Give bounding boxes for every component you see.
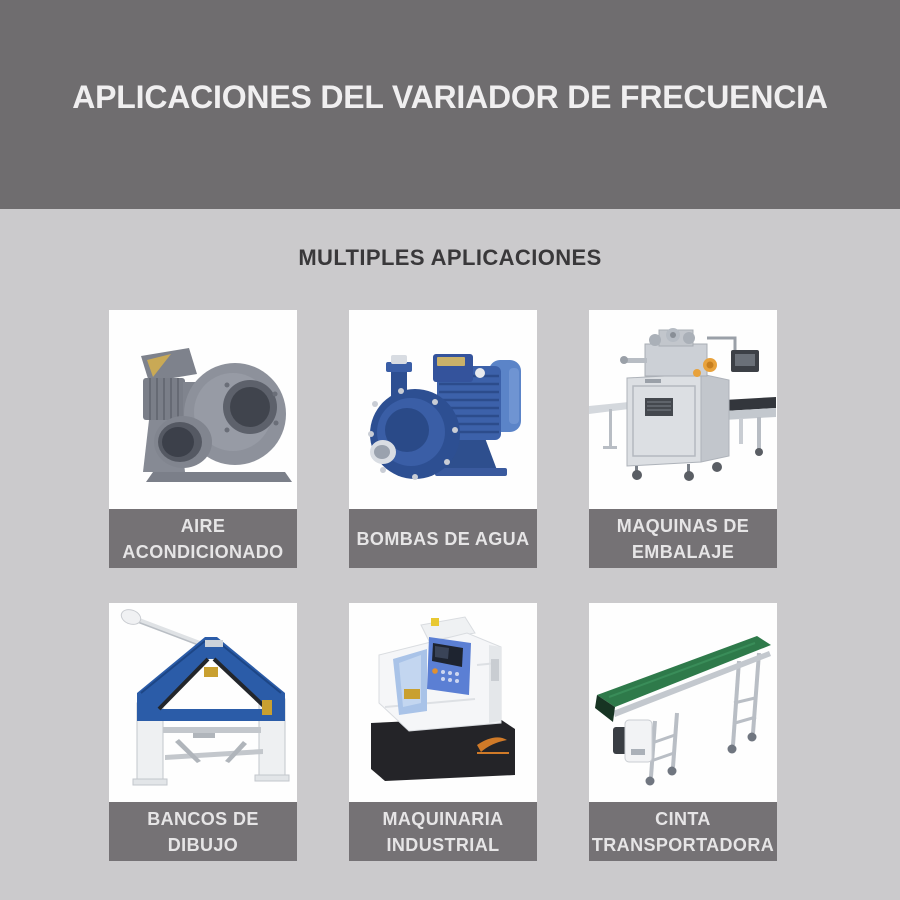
cnc-machine-illustration xyxy=(349,603,537,802)
page-title: APLICACIONES DEL VARIADOR DE FRECUENCIA xyxy=(72,79,828,115)
card-caption: AIRE ACONDICIONADO xyxy=(109,509,297,568)
card-bancos-de-dibujo xyxy=(109,603,297,861)
blue-gable-frame xyxy=(137,637,285,721)
card-cinta-transportadora xyxy=(589,603,777,861)
feed-rod xyxy=(119,607,209,649)
cnc-window xyxy=(393,649,427,715)
header-band xyxy=(0,0,900,209)
card-caption: BOMBAS DE AGUA xyxy=(349,509,537,568)
card-maquinas-de-embalaje xyxy=(589,310,777,568)
conveyor-belt-illustration xyxy=(589,603,777,802)
card-image-frame xyxy=(349,310,537,509)
section-subtitle: MULTIPLES APLICACIONES xyxy=(298,245,602,270)
card-aire-acondicionado xyxy=(109,310,297,568)
water-pump-illustration xyxy=(349,310,537,509)
infeed-shelf xyxy=(589,402,629,449)
control-panel xyxy=(731,350,759,372)
applications-grid xyxy=(109,310,777,861)
drive-motor xyxy=(613,720,652,762)
packaging-machine-illustration xyxy=(589,310,777,509)
card-caption: MAQUINARIA INDUSTRIAL xyxy=(349,802,537,861)
conveyor-belt xyxy=(595,636,771,722)
cross-members xyxy=(163,727,263,763)
card-caption: CINTA TRANSPORTADORA xyxy=(589,802,777,861)
card-image-frame xyxy=(109,310,297,509)
card-image-frame xyxy=(589,310,777,509)
card-image-frame xyxy=(349,603,537,802)
machine-cabinet xyxy=(627,374,729,466)
card-image-frame xyxy=(109,603,297,802)
drawing-bench-illustration xyxy=(109,603,297,802)
machine-top-mechanism xyxy=(620,328,735,377)
cnc-control-panel xyxy=(427,637,471,695)
blower-outlet xyxy=(154,416,212,468)
card-maquinaria-industrial xyxy=(349,603,537,861)
card-caption: MAQUINAS DE EMBALAJE xyxy=(589,509,777,568)
card-bombas-de-agua xyxy=(349,310,537,568)
card-image-frame xyxy=(589,603,777,802)
card-caption: BANCOS DE DIBUJO xyxy=(109,802,297,861)
centrifugal-blower-illustration xyxy=(109,310,297,509)
